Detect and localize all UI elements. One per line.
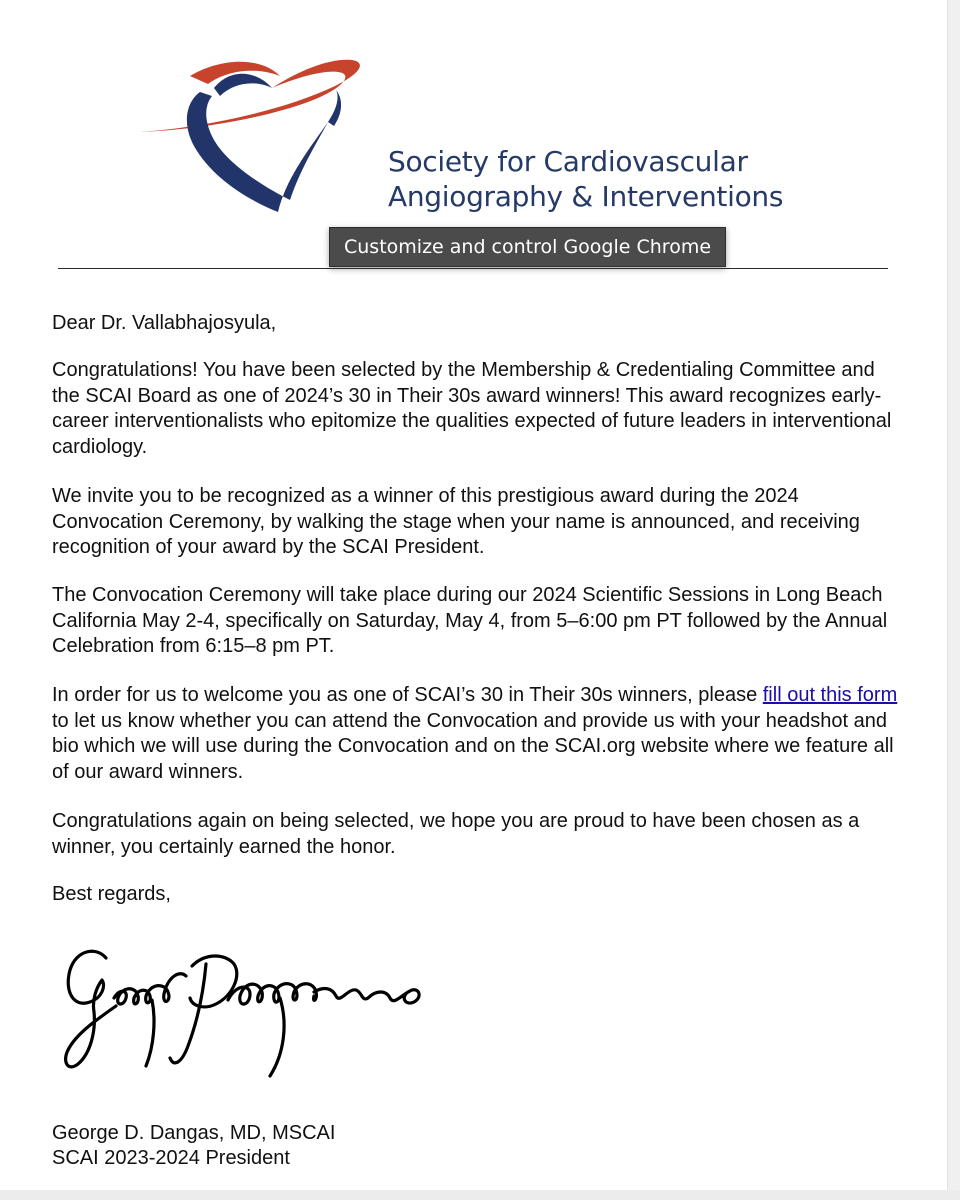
paragraph-ceremony-details: The Convocation Ceremony will take place during our 2024 Scientific Sessions in Long Beach California May 2-4, specifically on Saturday, May 4, from 5–6:00 pm PT followed by the Annual Celebration from 6:15–8 pm PT. [52, 584, 888, 657]
closing: Best regards, [52, 883, 171, 905]
form-request-text-before: In order for us to welcome you as one of SCAI’s 30 in Their 30s winners, please [52, 684, 763, 706]
logo-subtitle-line-1: Society for Cardiovascular [388, 145, 748, 178]
paragraph-form-request [52, 683, 902, 785]
chrome-menu-tooltip: Customize and control Google Chrome [329, 227, 726, 267]
signer-name: George D. Dangas, MD, MSCAI [52, 1122, 336, 1144]
paragraph-award-selection: Congratulations! You have been selected by the Membership & Credentialing Committee and the SCAI Board as one of 2024’s 30 in Their 30s award winners! This award recognizes early-career interventionalists who epitomize the qualities expected of future leaders in interventional cardiology. [52, 359, 892, 458]
paragraph-convocation-invite: We invite you to be recognized as a winner of this prestigious award during the 2024 Convocation Ceremony, by walking the stage when your name is announced, and receiving recognition of your award by the SCAI President. [52, 485, 860, 558]
scrollbar-track[interactable] [947, 0, 960, 1200]
heart-logo-icon [130, 40, 380, 220]
logo-subtitle-line-2: Angiography & Interventions [388, 180, 784, 213]
greeting: Dear Dr. Vallabhajosyula, [52, 312, 277, 334]
scai-logo [130, 40, 830, 240]
fill-out-form-link[interactable]: fill out this form [762, 684, 898, 706]
paragraph-congratulations: Congratulations again on being selected, we hope you are proud to have been chosen as a winner, you certainly earned the honor. [52, 810, 860, 858]
form-request-text-after: to let us know whether you can attend the Convocation and provide us with your headshot and bio which we will use during the Convocation and on the SCAI.org website where we feature all of our award winners. [52, 709, 894, 783]
handwritten-signature-image [56, 936, 436, 1086]
signer-title: SCAI 2023-2024 President [52, 1147, 290, 1169]
header-divider [58, 268, 888, 269]
window-bottom-edge [0, 1190, 960, 1200]
